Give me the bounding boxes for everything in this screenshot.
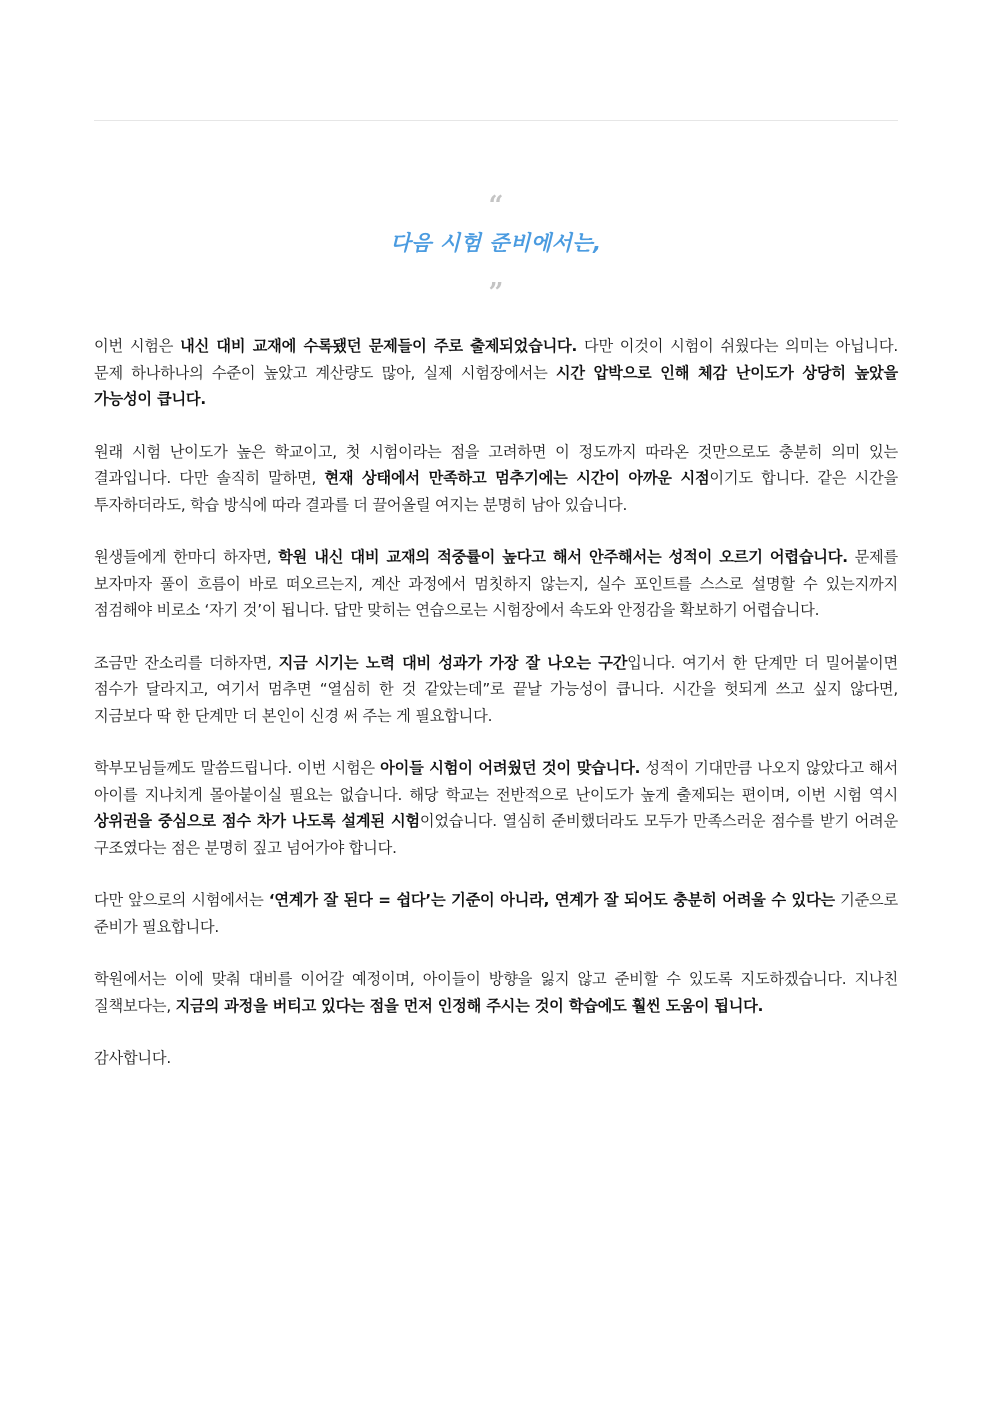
body-text: 이기도 합니다. 같은 시간을 투자하더라도, 학습 방식에 따라 결과를 더 끌어올릴 여지는 분명히 남아 있습니다. [94,469,898,514]
paragraph [94,650,898,730]
letter-body [94,333,898,1098]
paragraph [94,439,898,519]
paragraph [94,755,898,861]
paragraph [94,887,898,940]
section-heading: 다음 시험 준비에서는, [390,231,602,255]
emphasis-text: 지금 시기는 노력 대비 성과가 가장 잘 나오는 구간 [278,653,628,672]
body-text: 학부모님들께도 말씀드립니다. 이번 시험은 [94,759,381,777]
emphasis-text: 내신 대비 교재에 수록됐던 문제들이 주로 출제되었습니다. [180,337,578,355]
open-quote-icon: “ [488,191,504,221]
emphasis-text: 시간 압박으로 인해 체감 난이도가 상당히 높았을 가능성이 큽니다. [94,363,898,408]
body-text: 다만 앞으로의 시험에서는 [94,891,269,909]
top-divider [94,120,898,121]
body-text: 이번 시험은 [94,337,181,355]
body-text: 조금만 잔소리를 더하자면, [94,653,279,672]
body-text: 원생들에게 한마디 하자면, [94,548,279,566]
close-quote-icon: ” [488,278,504,308]
emphasis-text: 지금의 과정을 버티고 있다는 점을 먼저 인정해 주시는 것이 학습에도 훨씬 도움이 됩니다. [175,996,764,1015]
emphasis-text: ‘연계가 잘 된다 = 쉽다’는 기준이 아니라, 연계가 잘 되어도 충분히 어려울 수 있다는 [268,891,835,909]
body-text: 문제를 보자마자 풀이 흐름이 바로 떠오르는지, 계산 과정에서 멈칫하지 않는지, 실수 포인트를 스스로 설명할 수 있는지까지 점검해야 비로소 ‘자기 것’이 됩니다. 답만 맞히는 연습으로는 시험장에서 속도와 안정감을 확보하기 어렵습니다. [94,548,898,619]
body-text: 입니다. 여기서 한 단계만 더 밀어붙이면 점수가 달라지고, 여기서 멈추면 “열심히 한 것 같았는데”로 끝날 가능성이 큽니다. 시간을 헛되게 쓰고 싶지 않다면, 지금보다 딱 한 단계만 더 본인이 신경 써 주는 게 필요합니다. [94,653,898,725]
body-text: 기준으로 준비가 필요합니다. [94,891,898,936]
paragraph [94,333,898,413]
emphasis-text: 학원 내신 대비 교재의 적중률이 높다고 해서 안주해서는 성적이 오르기 어렵습니다. [278,548,848,566]
emphasis-text: 아이들 시험이 어려웠던 것이 맞습니다. [380,759,641,777]
body-text: 다만 이것이 시험이 쉬웠다는 의미는 아닙니다. 문제 하나하나의 수준이 높았고 계산량도 많아, 실제 시험장에서는 [94,337,898,382]
body-text: 학원에서는 이에 맞춰 대비를 이어갈 예정이며, 아이들이 방향을 잃지 않고 준비할 수 있도록 지도하겠습니다. 지나친 질책보다는, [94,970,898,1015]
body-text: 감사합니다. [94,1049,171,1067]
body-text: 이었습니다. 열심히 준비했더라도 모두가 만족스러운 점수를 받기 어려운 구조였다는 점은 분명히 짚고 넘어가야 합니다. [94,812,899,857]
closing-paragraph [94,1045,898,1072]
emphasis-text: 현재 상태에서 만족하고 멈추기에는 시간이 아까운 시점 [324,469,710,487]
paragraph [94,966,898,1019]
emphasis-text: 상위권을 중심으로 점수 차가 나도록 설계된 시험 [94,812,420,830]
paragraph [94,544,898,624]
body-text: 성적이 기대만큼 나오지 않았다고 해서 아이를 지나치게 몰아붙이실 필요는 없습니다. 해당 학교는 전반적으로 난이도가 높게 출제되는 편이며, 이번 시험 역시 [94,759,898,804]
body-text: 원래 시험 난이도가 높은 학교이고, 첫 시험이라는 점을 고려하면 이 정도까지 따라온 것만으로도 충분히 의미 있는 결과입니다. 다만 솔직히 말하면, [94,442,898,487]
